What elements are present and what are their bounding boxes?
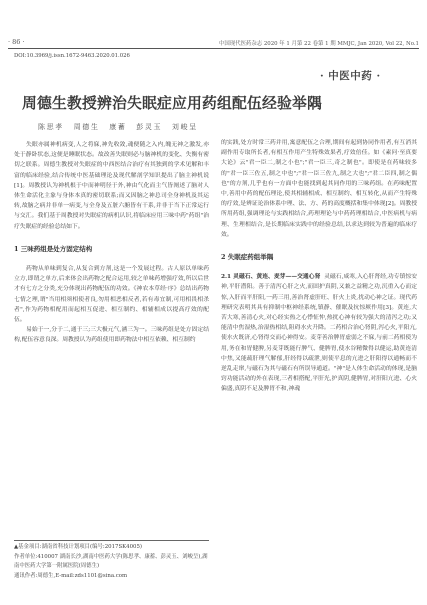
journal-header: 中国现代医药杂志 2020 年 1 月第 22 卷第 1 期 MMJC, Jan 2020, Vol 22, No.1 bbox=[219, 41, 419, 47]
body-column-left bbox=[14, 140, 209, 346]
paragraph: 药物从单味到复合,从复合到方剂,这是一个发展过程。古人原以单味药立方,即谓之单方,后来体会出药物之配合运用,较之单味药增强疗效,所以后世才有七方之分类,充分体现出药物配伍的功效。《神农本草经·序》总结出药物七情之理,谓"当用相须相使者良,勿用相恶相反者,若有毒宜制,可用相畏相杀者",作为药物相配用而起相互促进、相互制约、相辅相成以提高疗效的配伍。 bbox=[14, 266, 209, 324]
subsection-heading: 2.1 灵磁石、黄连、麦芽——交通心肾 bbox=[221, 274, 321, 281]
section-heading: 2 失眠症药组举隅 bbox=[221, 253, 274, 262]
author-units-note: 作者单位:410007 湖南长沙,湖南中医药大学(陈思孝、康蓄、彭灵玉、刘峻呈),湖南中医药大学第一附属医院(周德生) bbox=[14, 553, 208, 570]
paragraph: 失眠亦属神机病变,人之将寐,神先收敛,魂便随之入内,魄无神之激发,亦处于静卧状态,这便是睡眠状态。故改善失眠则必与脑神机的变化、失衡有密切之联系。周德生教授对失眠症的中西医结合治疗有其独到的学术见解和丰富的临床经验,结合传统中医基础理论及现代解剖学知识提出了脑主神机说[1]。周教授认为神机根于中而神明径于外,神由气化而主气皆阐述了脑对人体生命活化主象与身体本真的密切联系;而又因脑之神总司全身神机及其运转,故脑之病并非单一病变,与全身及五脏六腑皆有干系,并非于当下正常运行与交汇。我们基于周教授对失眠症的病机认识,将临床应用三味中药"药组"治疗失眠症的经验总结如下。 bbox=[14, 142, 209, 230]
section-heading: 1 三味药组是处方固定结构 bbox=[14, 244, 93, 253]
section-tag: · 中医中药 · bbox=[320, 70, 381, 82]
footnotes bbox=[14, 543, 212, 581]
paragraph: 的实践,处方时常三药并用,寓意配伍之合理,期间有起到协同作用者,有互消其副作用专取所长者,有相互作用产生特殊效果者,疗效倍佳。如《素问·至真要大论》云"君一臣二,制之小也";"君一臣三,奇之制也"。即使是在药味较多的"君一臣三佐五,制之中也";"君一臣三佐九,制之大也";"君二臣四,制之偶也"的方剂,几乎也有一方面中也能找到起其同作用的三味药组。在药味配置中,善用中药的配伍理论,使其相辅相成、相互制约、相互转化,从而产生特殊的疗效,是辨证论治体系中理、法、方、药的高度概括和集中体现[2]。周教授所用药组,强调理论与实践相结合,药理理论与中药药理相结合,中医病机与病理、生理相结合,是长期临床实践中的经验总结,以求达到较为普遍的临床疗效。 bbox=[221, 140, 417, 238]
page-number: · 86 · bbox=[8, 38, 25, 46]
fund-note: ▲基金项目:湖南省科技计划项目(编号:2017SK4005) bbox=[14, 544, 143, 550]
corresponding-author-note: 通讯作者:周德生,E-mail:zds1101@sina.com bbox=[14, 572, 128, 579]
header-rule bbox=[8, 48, 419, 49]
article-title: 周德生教授辨治失眠症应用药组配伍经验举隅 bbox=[22, 95, 322, 112]
doi: DOI:10.3969/j.issn.1672-9463.2020.01.026 bbox=[14, 53, 130, 59]
paragraph: 易始于一,分于二,通于三;三大极元气,涵三为一。三味药组是处方固定结构,配伍容意良深。周教授认为药组使用即药物法中相互依赖、相互制约 bbox=[14, 327, 209, 344]
body-column-right bbox=[221, 138, 417, 395]
paragraph-text: 灵磁石,咸寒,入心肝肾经,功专镇惊安神,平肝潜阳。善于清泻心肝之火,而固护真阴,又兼之益精之功,沉重入心而定惊,入肝而平肝阳,一药三用,善治肾虚肝旺、肝火上炎,扰动心神之证。现代药理研究表明其具有抑制中枢神经系统,镇静、催眠及抗惊厥作用[3]。黄连,大苦大寒,善清心火,对心经实热之心悸怔忡,热扰心神有较为强大的清泻之功;又能清中焦湿热,治湿热相结,阻碍水火升降。二药相合治心肾阴,泻心火,平阳亢,使水火既济,心肾得交而心神得安。麦芽善治脾胃虚弱之不寐,与前二药相使为用,务在和胃健脾,另麦芽既能行脾气、健脾胃,使水谷精微得以健运,助黄连清中焦,又能疏肝理气解郁,肝经得以疏泄,则使平息的亢进之肝阳得以通畅而不逆乱走窜,与磁石为其与磁石有所误导通道。"神"是人体生命活动的体现,是脑窍功能活动的外在表现,三者相搭配,平肝光,护真阴,健脾胃,对肝阳亢进、心火偏盛,真阴不足及脾胃不和,神魂 bbox=[221, 274, 418, 393]
author-list: 陈思孝 周德生 康蓄 彭灵玉 刘峻呈 bbox=[38, 123, 198, 131]
paragraph bbox=[221, 272, 417, 394]
footnote-rule bbox=[14, 540, 209, 541]
